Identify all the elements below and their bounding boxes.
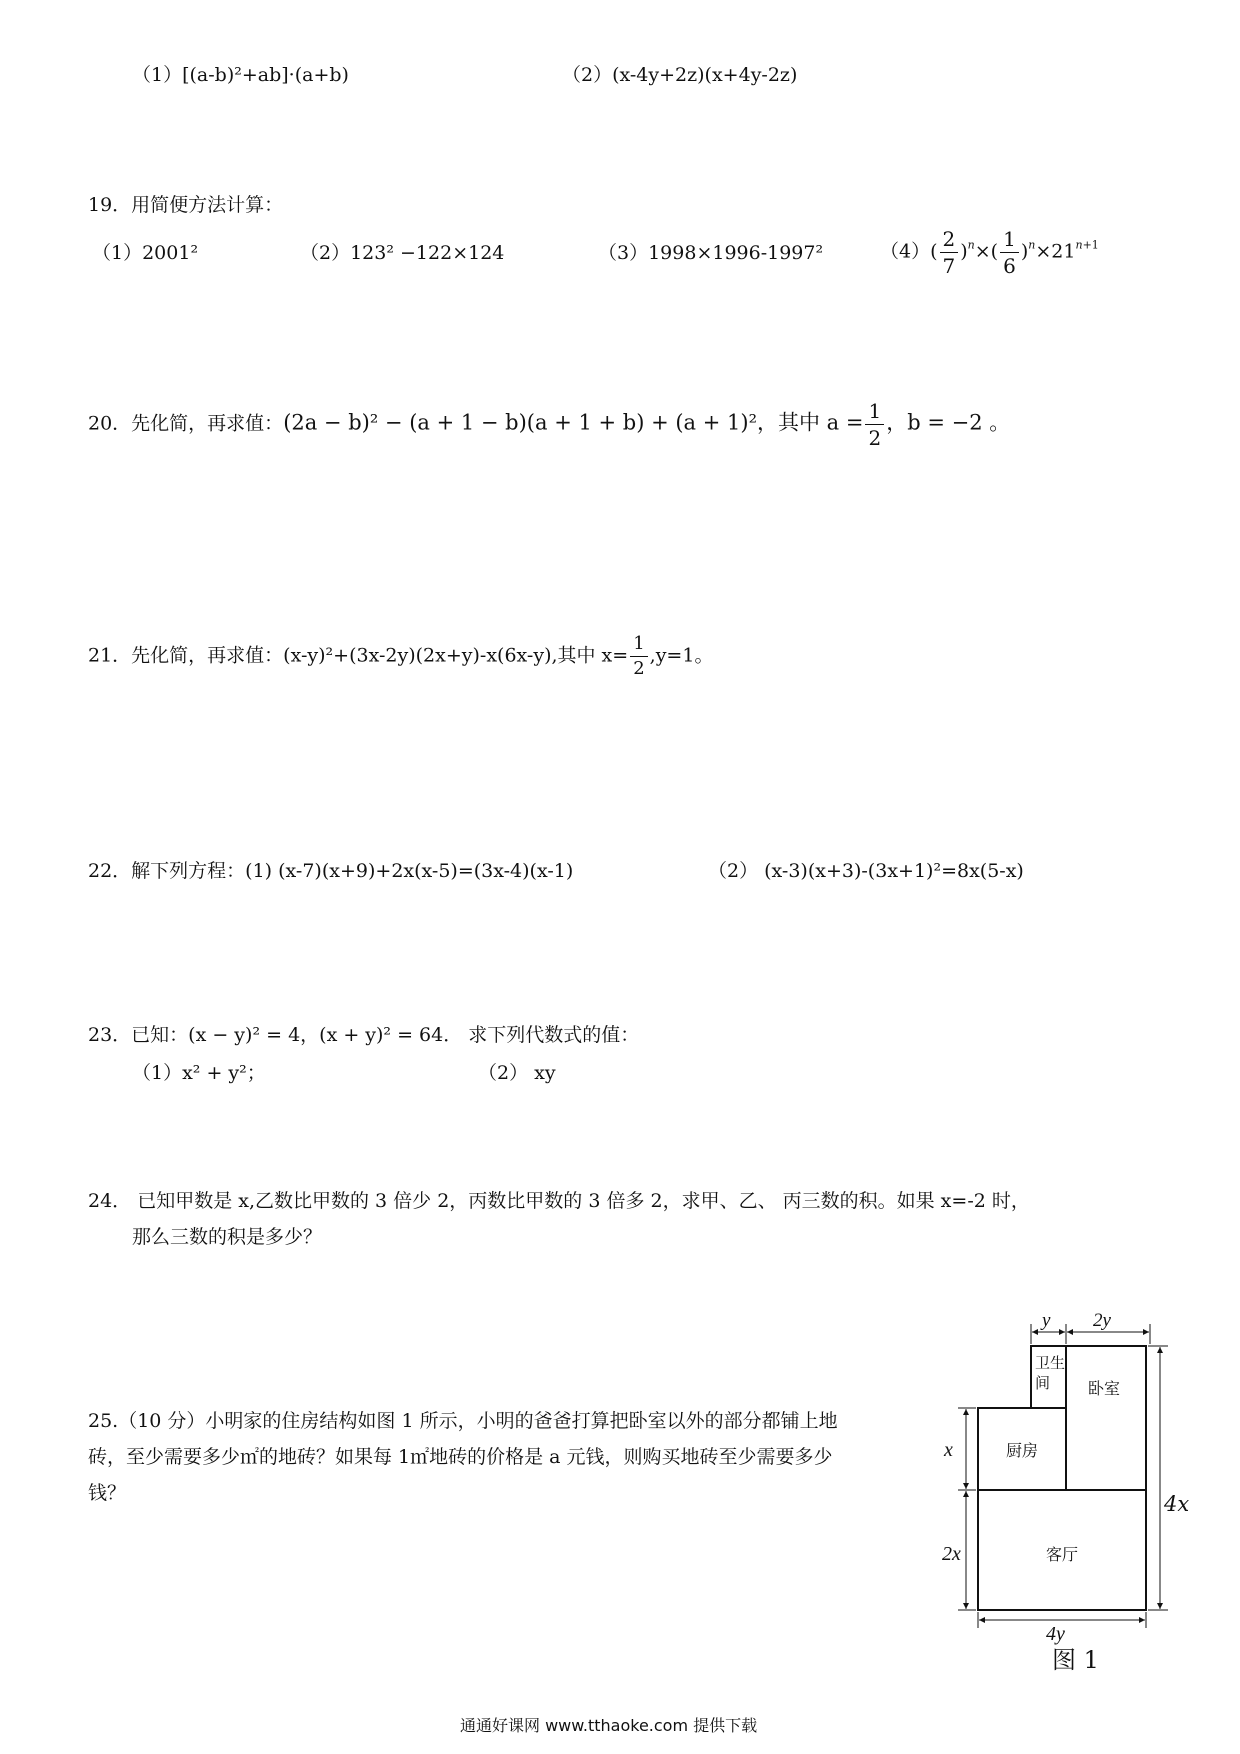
q24-line-2: 那么三数的积是多少？ [132,1226,323,1248]
q23-part-2: （2） xy [478,1062,556,1084]
fraction-denominator: 6 [1003,254,1016,278]
label-2x: 2x [942,1543,961,1565]
q18-part-1: （1）[(a-b)²+ab]·(a+b) [132,64,349,86]
q23-part-1: （1）x² + y²； [132,1062,266,1084]
q19-part-3: （3）1998×1996-1997² [598,242,824,264]
q19-part-1: （1）2001² [92,242,199,264]
q21 [88,634,713,679]
q22-part-2: （2） (x-3)(x+3)-(3x+1)²=8x(5-x) [708,860,1024,882]
floor-plan-figure [942,1310,1180,1645]
fraction-numerator: 1 [630,634,647,657]
q18-part-2: （2）(x-4y+2z)(x+4y-2z) [562,64,798,86]
q25-line-2: 砖，至少需要多少㎡的地砖？如果每 1㎡地砖的价格是 a 元钱，则购买地砖至少需要多少 [88,1446,833,1468]
fraction-1-6 [1000,228,1019,277]
label-kitchen: 厨房 [1006,1441,1039,1460]
q21-tail: ,y=1。 [649,644,714,667]
q23-lead: 23．已知：(x − y)² = 4，(x + y)² = 64． 求下列代数式的值： [88,1024,640,1046]
q19-part-2: （2）123² −122×124 [300,242,505,264]
q20-expression: (2a − b)² − (a + 1 − b)(a + 1 + b) + (a + 1)²，其中 a = [283,410,864,435]
fraction-numerator: 2 [940,228,959,253]
fraction-denominator: 2 [868,426,882,450]
label-x: x [944,1439,953,1461]
label-y: y [1042,1310,1051,1331]
q20 [88,400,1010,449]
label-living-room: 客厅 [1046,1545,1079,1564]
label-bathroom-1: 卫生 [1035,1354,1066,1372]
label-2y: 2y [1093,1310,1111,1331]
q21-x-fraction [630,634,647,679]
fraction-numerator: 1 [1000,228,1019,253]
q25-line-3: 钱？ [88,1482,127,1504]
fraction-denominator: 2 [633,657,645,679]
q21-lead: 21．先化简，再求值：(x-y)²+(3x-2y)(2x+y)-x(6x-y),其中 x= [88,644,629,667]
label-bedroom: 卧室 [1088,1379,1121,1398]
q22-part-1: 22．解下列方程：(1) (x-7)(x+9)+2x(x-5)=(3x-4)(x-1) [88,860,574,882]
q20-a-fraction [865,400,884,449]
fraction-denominator: 7 [942,254,956,278]
q20-lead: 20．先化简，再求值： [88,412,284,435]
label-bathroom-2: 间 [1035,1374,1051,1392]
label-4x-outside: 4x [1164,1492,1190,1516]
label-4y: 4y [1046,1623,1065,1645]
footer-credit: 通通好课网 www.tthaoke.com 提供下载 [460,1716,758,1735]
fraction-2-7 [940,228,959,277]
q25-line-1: 25.（10 分）小明家的住房结构如图 1 所示，小明的爸爸打算把卧室以外的部分都铺上地 [88,1410,838,1432]
q19-part-4: （4）( $\frac{2}{7}$ )$^n$×( $\frac{1}{6}$ )$^n\times 21^{n+1}$ [880,227,1099,278]
figure-caption: 图 1 [1052,1646,1099,1674]
q20-tail: ，b = −2 。 [886,410,1011,435]
q19-part-4-label: （4） [880,240,931,263]
fraction-numerator: 1 [865,400,884,425]
q24-line-1: 24． 已知甲数是 x,乙数比甲数的 3 倍少 2，丙数比甲数的 3 倍多 2，求甲、乙、 丙三数的积。如果 x=-2 时， [88,1190,1030,1212]
bedroom-room [1066,1346,1146,1490]
q19-title: 19．用简便方法计算： [88,194,284,216]
